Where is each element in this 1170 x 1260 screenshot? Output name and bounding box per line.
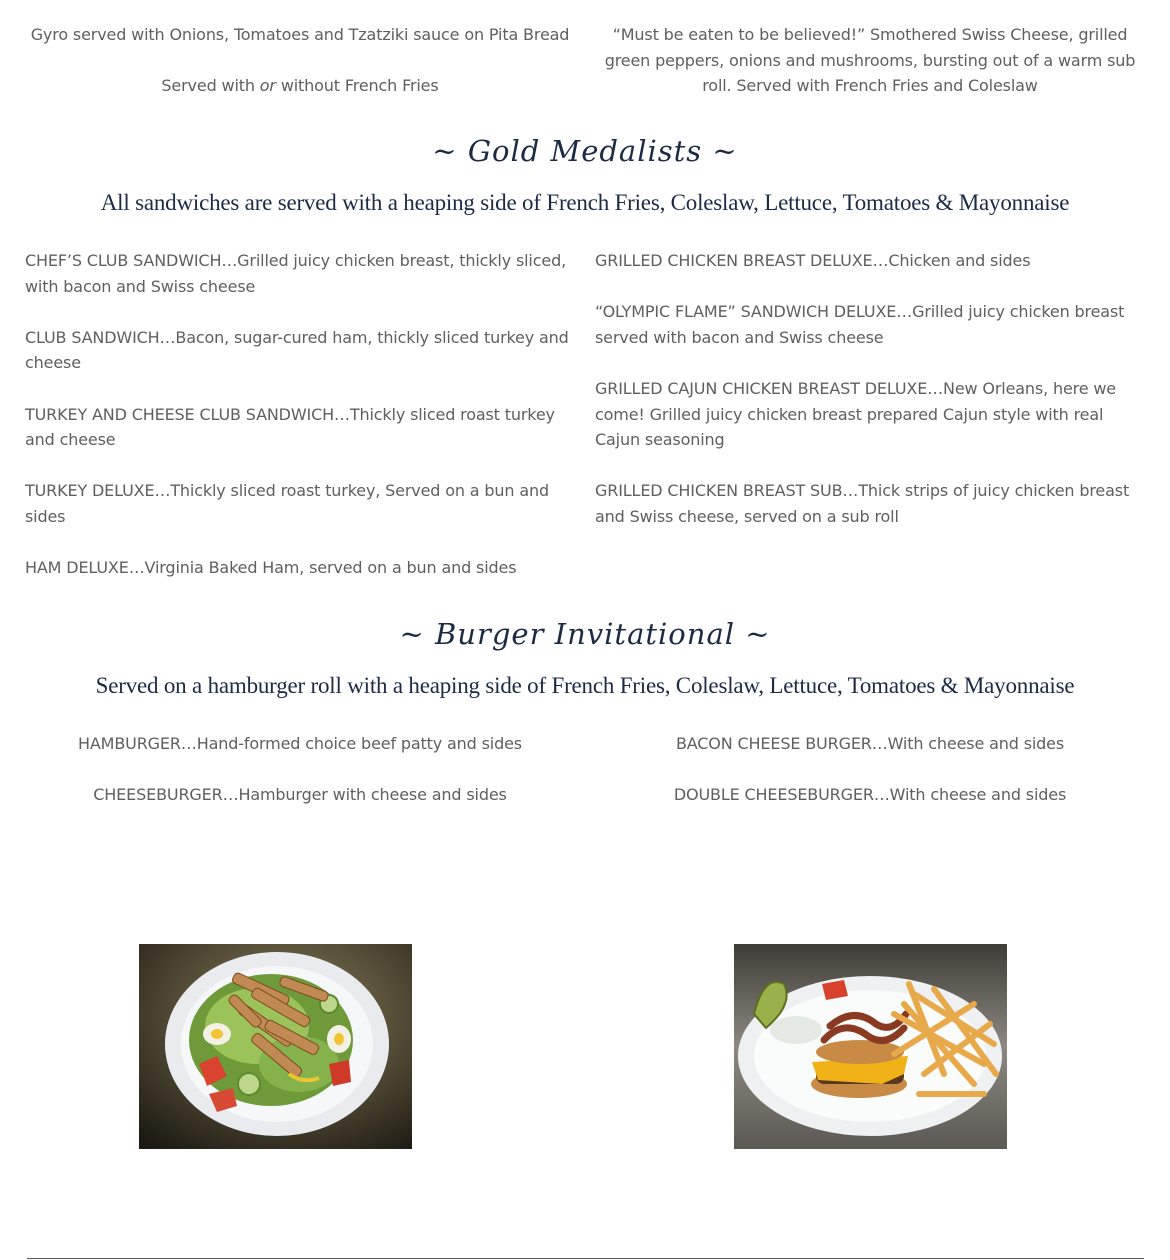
menu-item: TURKEY DELUXE…Thickly sliced roast turkey, Served on a bun and sides (25, 481, 549, 526)
menu-item: CHEESEBURGER…Hamburger with cheese and sides (93, 785, 507, 805)
chicken-salad-image (139, 944, 412, 1149)
bacon-cheeseburger-photo (734, 944, 1007, 1149)
gold-medalists-heading: ~ Gold Medalists ~ (432, 134, 738, 168)
fries-option (25, 73, 575, 99)
fries-prefix: Served with (161, 76, 255, 95)
menu-item: TURKEY AND CHEESE CLUB SANDWICH…Thickly sliced roast turkey and cheese (25, 404, 555, 450)
burger-left-column (25, 731, 575, 833)
fries-suffix: without French Fries (280, 76, 439, 95)
gold-medalists-subtitle: All sandwiches are served with a heaping side of French Fries, Coleslaw, Lettuce, Tomatoes & Mayonnaise (100, 190, 1070, 215)
menu-item: CHEF’S CLUB SANDWICH…Grilled juicy chicken breast, thickly sliced, with bacon and Swiss cheese (25, 251, 567, 296)
gold-right-column (595, 248, 1145, 555)
menu-item: DOUBLE CHEESEBURGER…With cheese and sides (673, 785, 1067, 805)
menu-item: “OLYMPIC FLAME” SANDWICH DELUXE…Grilled juicy chicken breast served with bacon and Swiss cheese (595, 302, 1125, 347)
burger-right-column (595, 731, 1145, 833)
menu-item: BACON CHEESE BURGER…With cheese and sides (675, 734, 1065, 753)
burger-invitational-subtitle: Served on a hamburger roll with a heaping side of French Fries, Coleslaw, Lettuce, Tomatoes & Mayonnaise (95, 673, 1075, 698)
chicken-salad-photo (139, 944, 412, 1149)
menu-item: HAMBURGER…Hand-formed choice beef patty and sides (78, 734, 522, 753)
menu-item: GRILLED CAJUN CHICKEN BREAST DELUXE…New Orleans, here we come! Grilled juicy chicken breast prepared Cajun style with real Cajun seasoning (595, 378, 1116, 450)
menu-item: GRILLED CHICKEN BREAST DELUXE…Chicken and sides (595, 251, 1031, 270)
fries-or: or (259, 76, 276, 95)
gyro-description: Gyro served with Onions, Tomatoes and Tzatziki sauce on Pita Bread (30, 25, 570, 44)
gold-left-column (25, 248, 575, 606)
cheesesteak-description: “Must be eaten to be believed!” Smothered Swiss Cheese, grilled green peppers, onions and mushrooms, bursting out of a warm sub roll. Served with French Fries and Coleslaw (604, 25, 1136, 96)
bacon-cheeseburger-image (734, 944, 1007, 1149)
burger-invitational-heading: ~ Burger Invitational ~ (399, 617, 771, 651)
menu-item: CLUB SANDWICH…Bacon, sugar-cured ham, thickly sliced turkey and cheese (25, 327, 569, 373)
menu-item: GRILLED CHICKEN BREAST SUB…Thick strips of juicy chicken breast and Swiss cheese, served on a sub roll (595, 481, 1130, 526)
menu-item: HAM DELUXE…Virginia Baked Ham, served on a bun and sides (25, 558, 517, 578)
footer-divider (27, 1258, 1144, 1259)
